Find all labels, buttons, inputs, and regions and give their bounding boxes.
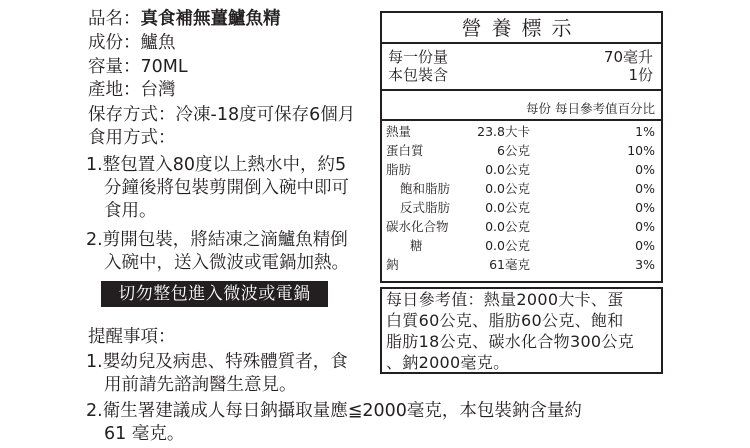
product-name-value: 真食補無薑鱸魚精 [140, 9, 281, 29]
storage-line [88, 104, 355, 126]
reminder-item-1-line-1: 1.嬰幼兒及病患、特殊體質者，食 [86, 352, 348, 372]
origin-label: 產地： [88, 80, 141, 100]
nutrient-row [382, 179, 661, 198]
origin-value: 台灣 [140, 80, 176, 100]
nutrient-unit: 大卡 [505, 124, 531, 139]
reminder-title: 提醒事項： [88, 327, 176, 347]
usage-step-2-line-1: 2.剪開包裝，將結凍之滴鱸魚精倒 [86, 230, 348, 250]
nutrient-value: 61 [489, 257, 505, 272]
nutrient-name: 蛋白質 [386, 143, 424, 158]
usage-step-1-line-3: 食用。 [104, 201, 157, 221]
nutrient-unit: 公克 [505, 162, 531, 177]
nutrient-unit: 公克 [505, 181, 531, 196]
nutrient-value: 23.8 [477, 124, 505, 139]
nutrient-daily-percent: 0% [635, 200, 655, 215]
nutrient-row [382, 122, 661, 141]
product-name-label: 品名： [88, 9, 141, 29]
storage-label: 保存方式： [88, 105, 176, 125]
nutrient-row [382, 160, 661, 179]
usage-step-1-line-2: 分鐘後將包裝剪開倒入碗中即可 [104, 178, 349, 198]
capacity-value: 70ML [140, 57, 188, 77]
nutrient-row [382, 255, 661, 274]
servings-per-package-row [388, 67, 653, 84]
nutrient-daily-percent: 0% [635, 162, 655, 177]
usage-step-1-line-1: 1.整包置入80度以上熱水中，約5 [86, 155, 347, 175]
ingredient-value: 鱸魚 [140, 33, 176, 53]
nutrient-unit: 公克 [505, 238, 531, 253]
nutrient-name: 反式脂肪 [400, 200, 451, 215]
daily-reference-line: 脂肪18公克、碳水化合物300公克 [386, 332, 634, 351]
nutrient-unit: 公克 [505, 219, 531, 234]
nutrient-value: 0.0 [485, 219, 505, 234]
divider [382, 89, 661, 91]
nutrient-daily-percent: 1% [635, 124, 655, 139]
capacity-label: 容量： [88, 57, 141, 77]
capacity-line [88, 56, 188, 78]
nutrition-column-header: 每份 每日參考值百分比 [526, 101, 655, 116]
usage-label: 食用方式： [88, 128, 176, 148]
nutrient-value: 0.0 [485, 162, 505, 177]
nutrition-facts-table [380, 11, 663, 283]
nutrient-row [382, 236, 661, 255]
nutrient-daily-percent: 3% [635, 257, 655, 272]
nutrient-daily-percent: 10% [627, 143, 655, 158]
nutrient-row [382, 217, 661, 236]
serving-size-label: 每一份量 [388, 48, 449, 66]
reminder-item-1-line-2: 用前請先諮詢醫生意見。 [104, 375, 297, 395]
reminder-item-2-line-2: 61 毫克。 [104, 424, 185, 444]
nutrient-unit: 毫克 [505, 257, 531, 272]
product-name-line [88, 8, 281, 30]
nutrient-unit: 公克 [505, 143, 531, 158]
warning-banner: 切勿整包進入微波或電鍋 [101, 281, 328, 307]
nutrient-row [382, 198, 661, 217]
origin-line [88, 79, 176, 101]
nutrient-name: 熱量 [386, 124, 412, 139]
nutrient-name: 脂肪 [386, 162, 412, 177]
nutrient-value: 6 [497, 143, 505, 158]
ingredient-label: 成份： [88, 33, 141, 53]
nutrient-daily-percent: 0% [635, 238, 655, 253]
daily-reference-line: 每日參考值：熱量2000大卡、蛋 [386, 290, 624, 309]
nutrient-value: 0.0 [485, 200, 505, 215]
nutrient-row [382, 141, 661, 160]
nutrient-name: 飽和脂肪 [400, 181, 451, 196]
storage-value: 冷凍-18度可保存6個月 [175, 105, 356, 125]
nutrient-name: 碳水化合物 [386, 219, 449, 234]
serving-size-value: 70毫升 [603, 48, 653, 66]
ingredient-line [88, 32, 176, 54]
nutrient-name: 鈉 [386, 257, 399, 272]
divider [382, 119, 661, 121]
daily-reference-line: 白質60公克、脂肪60公克、飽和 [386, 311, 624, 330]
serving-size-row [388, 49, 653, 66]
nutrient-daily-percent: 0% [635, 181, 655, 196]
daily-reference-box [380, 287, 663, 374]
nutrient-unit: 公克 [505, 200, 531, 215]
reminder-item-2-line-1: 2.衛生署建議成人每日鈉攝取量應≦2000毫克，本包裝鈉含量約 [86, 401, 582, 421]
nutrition-title: 營養標示 [382, 13, 661, 44]
nutrient-value: 0.0 [485, 181, 505, 196]
daily-reference-line: 、鈉2000毫克。 [386, 353, 510, 372]
servings-value: 1份 [628, 66, 653, 84]
usage-step-2-line-2: 入碗中，送入微波或電鍋加熱。 [104, 253, 349, 273]
nutrient-name: 糖 [410, 238, 423, 253]
nutrient-value: 0.0 [485, 238, 505, 253]
servings-label: 本包裝含 [388, 66, 449, 84]
nutrient-daily-percent: 0% [635, 219, 655, 234]
